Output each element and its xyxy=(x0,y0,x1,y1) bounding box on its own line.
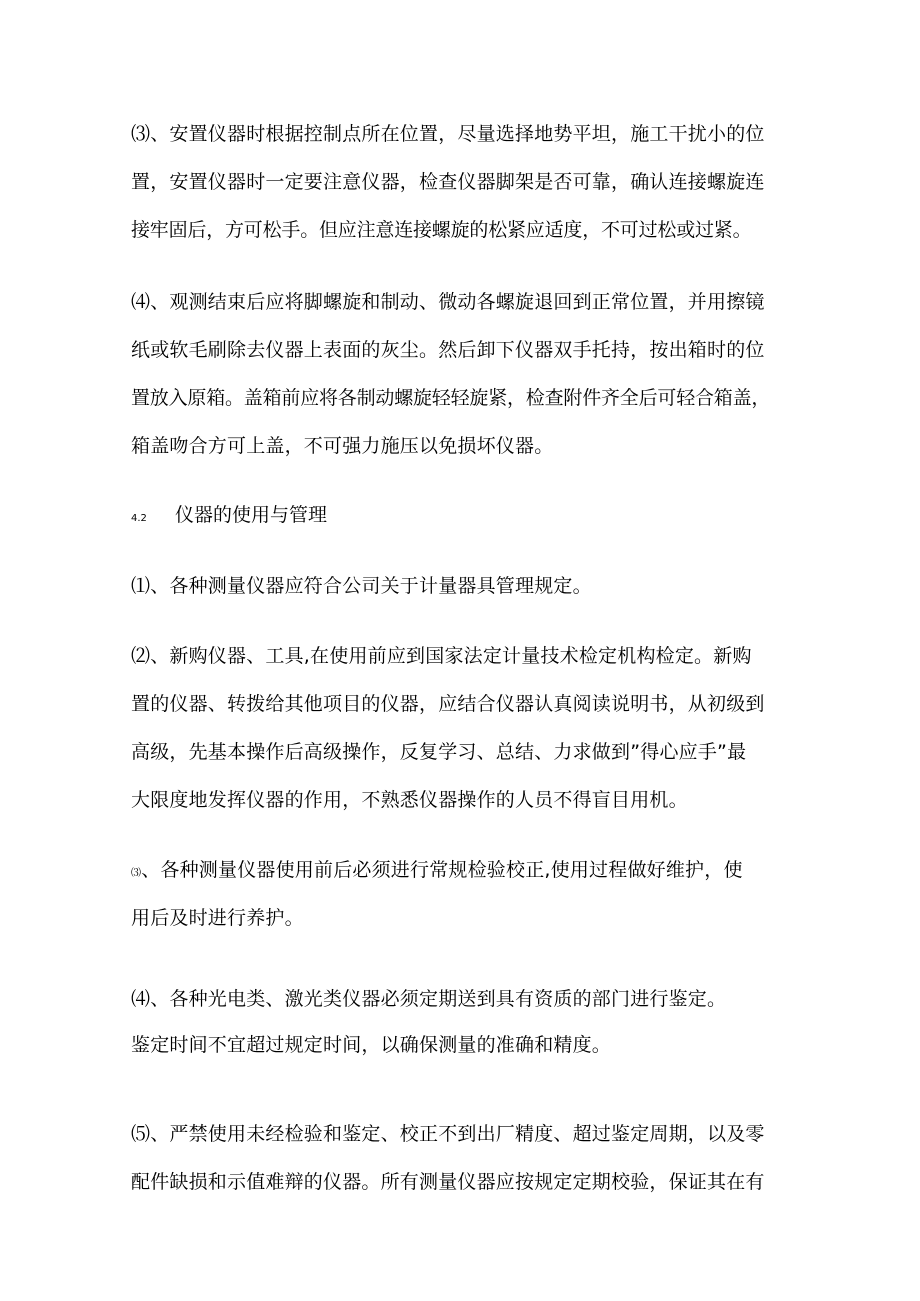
paragraph-item-4 xyxy=(131,278,811,470)
paragraph-line: 置的仪器、转拨给其他项目的仪器，应结合仪器认真阅读说明书，从初级到 xyxy=(131,693,765,715)
paragraph-line: ⑷、观测结束后应将脚螺旋和制动、微动各螺旋退回到正常位置，并用擦镜 xyxy=(131,291,765,313)
paragraph-item-2 xyxy=(131,632,811,824)
section-title: 仪器的使用与管理 xyxy=(175,504,328,526)
paragraph-line: ⑸、严禁使用未经检验和鉴定、校正不到出厂精度、超过鉴定周期，以及零 xyxy=(131,1123,765,1145)
paragraph-line: 置，安置仪器时一定要注意仪器，检查仪器脚架是否可靠，确认连接螺旋连 xyxy=(131,171,765,193)
item-marker: ⑶ xyxy=(131,868,142,879)
paragraph-line: 接牢固后，方可松手。但应注意连接螺旋的松紧应适度，不可过松或过紧。 xyxy=(131,219,752,241)
paragraph-line: 纸或软毛刷除去仪器上表面的灰尘。然后卸下仪器双手托持，按出箱时的位 xyxy=(131,339,765,361)
paragraph-line: 鉴定时间不宜超过规定时间，以确保测量的准确和精度。 xyxy=(131,1034,612,1056)
section-number: 4.2 xyxy=(131,513,147,524)
paragraph-item-4b xyxy=(131,976,811,1068)
section-heading xyxy=(131,493,327,537)
paragraph-line xyxy=(131,846,811,894)
line-text: 、各种测量仪器使用前后必须进行常规检验校正,使用过程做好维护，使 xyxy=(141,859,743,881)
paragraph-line: 置放入原箱。盖箱前应将各制动螺旋轻轻旋紧，检查附件齐全后可轻合箱盖， xyxy=(131,387,771,409)
paragraph-line: 用后及时进行养护。 xyxy=(131,907,304,929)
paragraph-line: 大限度地发挥仪器的作用，不熟悉仪器操作的人员不得盲目用机。 xyxy=(131,789,688,811)
paragraph-item-3 xyxy=(131,110,811,254)
paragraph-line: 箱盖吻合方可上盖，不可强力施压以免损坏仪器。 xyxy=(131,435,554,457)
paragraph-line: ⑶、安置仪器时根据控制点所在位置，尽量选择地势平坦，施工干扰小的位 xyxy=(131,123,765,145)
paragraph-line: ⑵、新购仪器、工具,在使用前应到国家法定计量技术检定机构检定。新购 xyxy=(131,645,752,667)
paragraph-item-3b xyxy=(131,846,811,942)
paragraph-item-1 xyxy=(131,562,811,610)
paragraph-line: ⑴、各种测量仪器应符合公司关于计量器具管理规定。 xyxy=(131,575,592,597)
paragraph-line: ⑷、各种光电类、激光类仪器必须定期送到具有资质的部门进行鉴定。 xyxy=(131,988,727,1010)
paragraph-line: 高级，先基本操作后高级操作，反复学习、总结、力求做到”得心应手”最 xyxy=(131,741,747,763)
paragraph-line: 配件缺损和示值难辩的仪器。所有测量仪器应按规定定期校验，保证其在有 xyxy=(131,1171,765,1193)
paragraph-item-5b xyxy=(131,1110,811,1206)
